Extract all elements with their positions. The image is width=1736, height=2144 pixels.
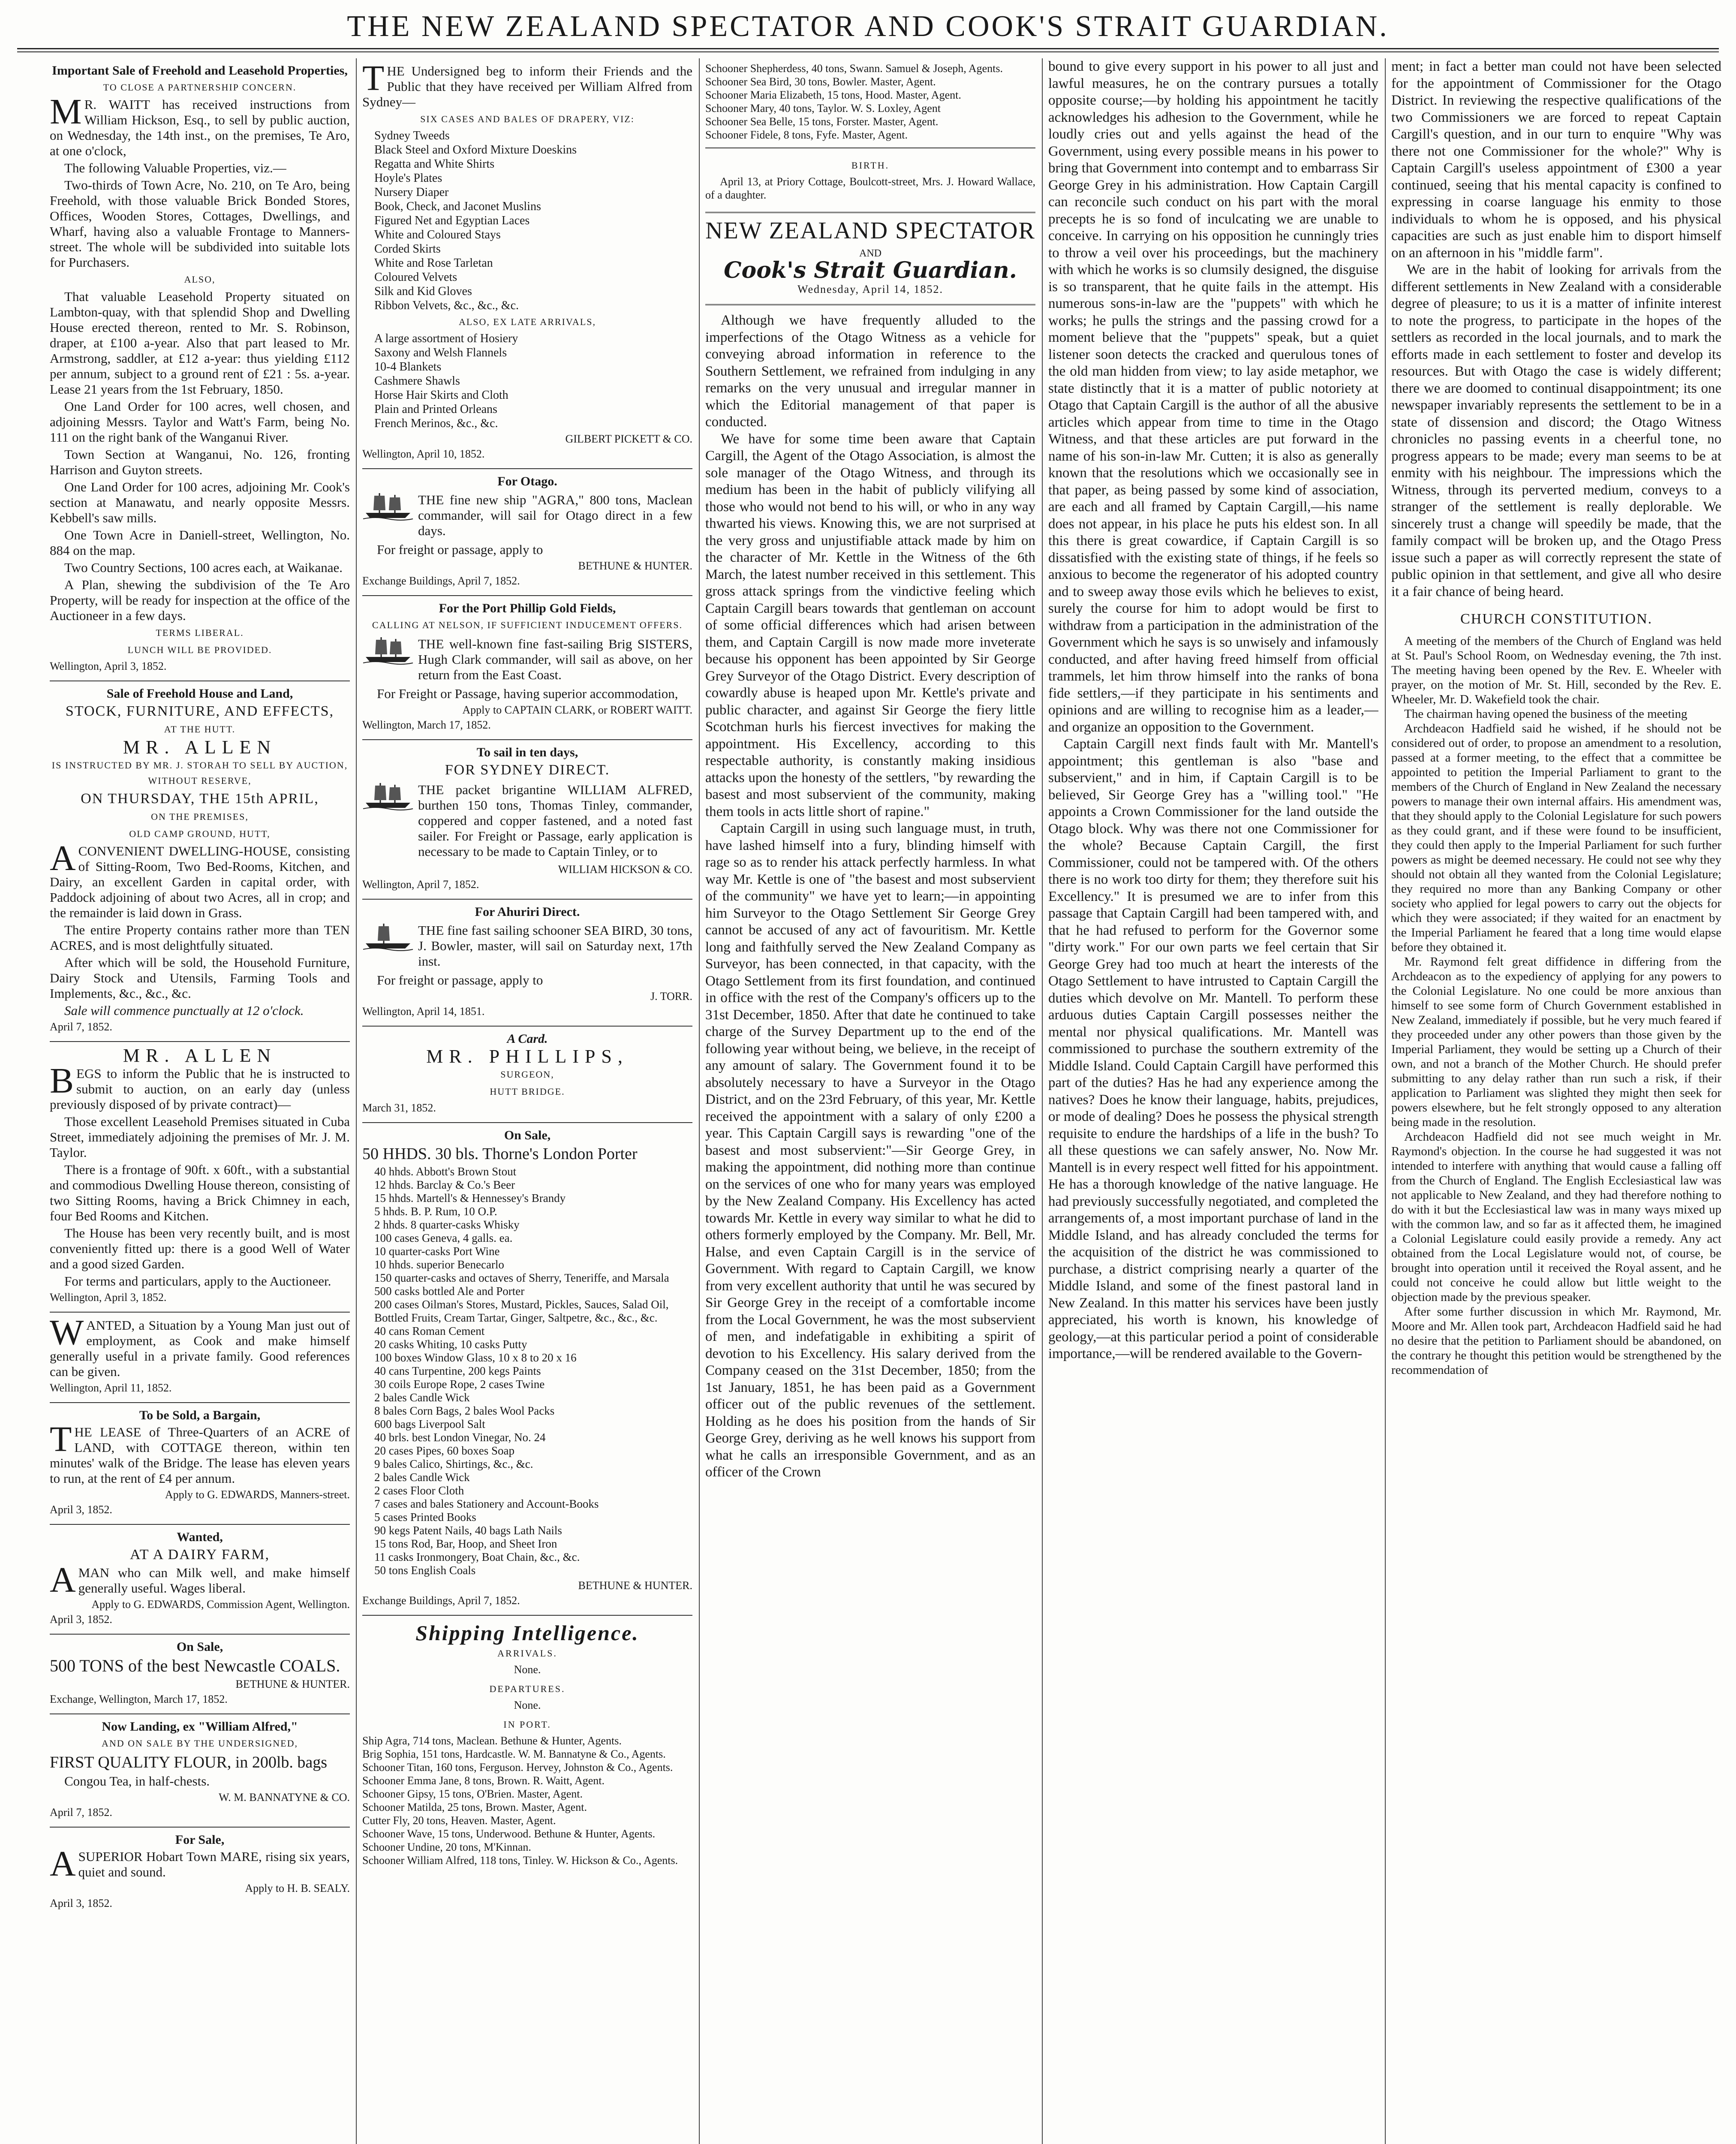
column-1: [50, 58, 350, 2144]
list-item: 40 brls. best London Vinegar, No. 24: [374, 1431, 546, 1444]
list-item: 11 casks Ironmongery, Boat Chain, &c., &c.: [374, 1551, 580, 1563]
list-item: 2 cases Floor Cloth: [374, 1484, 464, 1497]
ship-entry: Schooner Emma Jane, 8 tons, Brown. R. Waitt, Agent.: [362, 1774, 605, 1787]
list-item: 90 kegs Patent Nails, 40 bags Lath Nails: [374, 1524, 562, 1537]
article-paragraph: Archdeacon Hadfield said he wished, if he should not be considered out of order, to propose an amendment to a resolution, passed at a former meeting, to the effect that a committee be appointed to petition the Imperial Parliament to grant to the members of the Church of England in New Zealand the necessary powers to manage their own internal affairs. His amendment was, that they should apply to the Colonial Legislature for such powers as they could grant, and if these were found to be insufficient, they could then apply to the Imperial Parliament for such further powers as might be deemed necessary. He could not see why they should not obtain all they wanted from the Colonial Legislature; they required no more than any Banking Company or other society who applied for legal powers to carry out the objects for which they were associated; if they waited for an enactment by the Imperial Parliament he feared that a long time would elapse before they obtained it.: [1391, 722, 1721, 954]
ad-text: 500 TONS of the best Newcastle COALS.: [50, 1656, 340, 1675]
departures-label: DEPARTURES.: [489, 1683, 566, 1694]
list-item: Book, Check, and Jaconet Muslins: [374, 200, 541, 213]
article-paragraph: Captain Cargill next finds fault with Mr. Mantell's appointment; this gentleman is also "base and subservient," and in him, if Captain Cargill is to be believed, Sir George Grey has a "willing tool." "He appoints a Crown Commissioner for the land outside the Otago block. Why was there not one Commissioner for the whole? Because Captain Cargill, the first Commissioner, could not be tampered with. Of the others there is no work too dirty for them; they therefore suit his Excellency." It is presumed we are to infer from this passage that Captain Cargill had been tampered with, and that he had refused to perform for the Governor some "dirty work." For our own parts we feel certain that Sir George Grey had too much at heart the interests of the Otago Settlement to have intrusted to Captain Cargill the duties which devolve on Mr. Mantell. To perform these arduous duties Captain Cargill possesses neither the mental nor physical qualifications. Mr. Mantell was commissioned to purchase the southern extremity of the Middle Island. Could Captain Cargill have performed this part of the duties? Has he had any experience among the natives? Does he know their language, habits, prejudices, or mode of dealing? Does he possess the physical strength requisite to endure the hardships of a life in the bush? To all these questions we can safely answer, No. Now Mr. Mantell is in every respect well fitted for his appointment. He has a thorough knowledge of the native language. He had previously successfully negotiated, and completed the arrangements of, a most important purchase of land in the Middle Island, and has already concluded the terms for the acquisition of the district he was commissioned to purchase, a district comprising nearly a quarter of the Middle Island, and some of the finest pastoral land in New Zealand. In this matter his services have been justly appreciated, his worth is known, his knowledge of geology,—at this particular period a point of considerable importance,—will be rendered available to the Govern-: [1048, 736, 1378, 1361]
ad-when: ON THURSDAY, THE 15th APRIL,: [81, 791, 319, 807]
ad-heading: Sale of Freehold House and Land,: [106, 687, 293, 701]
auctioneer-name: MR. ALLEN: [123, 737, 277, 758]
ship-icon: [362, 491, 414, 521]
ship-entry: Ship Agra, 714 tons, Maclean. Bethune & Hunter, Agents.: [362, 1734, 622, 1747]
ad-subheading: HUTT BRIDGE.: [490, 1086, 565, 1097]
editorial-article-cont: [1048, 58, 1378, 1363]
list-item: 40 cans Turpentine, 200 kegs Paints: [374, 1364, 541, 1377]
ad-text: The House has been very recently built, and is most conveniently fitted up: there is a good Well of Water and a good sized Garden.: [50, 1226, 350, 1271]
ad-text: WANTED, a Situation by a Young Man just out of employment, as Cook and make himself generally useful in a private family. Good references can be given.: [50, 1313, 350, 1379]
article-paragraph: ment; in fact a better man could not have been selected for the appointment of Commissioner for the Otago District. In reviewing the respective qualifications of the two Commissioners we are forced to repeat Captain Cargill's question, and in our turn to enquire "Why was there not one Commissioner for the whole?" Why is Captain Cargill's useless appointment of £300 a year continued, seeing that his mental capacity is confined to expressing in coarse language his enmity to those individuals to whom he is opposed, and his physical capacities are such as just enable him to disport himself on an afternoon in his "middle farm".: [1391, 59, 1721, 261]
church-article: [1391, 634, 1721, 1377]
ad-ahuriri: [362, 900, 692, 1027]
column-divider: [1385, 58, 1386, 2144]
ad-lunch: LUNCH WILL BE PROVIDED.: [127, 644, 272, 655]
ad-heading: Wanted,: [177, 1530, 223, 1544]
goods-list: [362, 331, 692, 431]
ad-text: For freight or passage, apply to: [377, 973, 543, 988]
ship-entry: Schooner Mary, 40 tons, Taylor. W. S. Loxley, Agent: [705, 102, 941, 114]
ad-text: One Land Order for 100 acres, adjoining Mr. Cook's section at Manawatu, and nearly opposite Messrs. Kebbell's saw mills.: [50, 479, 350, 525]
list-item: 600 bags Liverpool Salt: [374, 1418, 485, 1430]
list-item: 200 cases Oilman's Stores, Mustard, Pickles, Sauces, Salad Oil, Bottled Fruits, Cream Tartar, Ginger, Saltpetre, &c., &c., &c.: [374, 1298, 669, 1324]
birth-notice: [705, 148, 1035, 208]
ad-apply: Apply to G. EDWARDS, Commission Agent, Wellington.: [91, 1598, 350, 1611]
ad-date: Wellington, April 14, 1851.: [362, 1005, 485, 1018]
ad-agent: BETHUNE & HUNTER.: [235, 1678, 350, 1690]
masthead-rule-thin: [17, 51, 1719, 52]
list-item: Silk and Kid Gloves: [374, 285, 472, 298]
list-item: 40 cans Roman Cement: [374, 1325, 485, 1337]
ship-entry: Schooner Wave, 15 tons, Underwood. Bethune & Hunter, Agents.: [362, 1828, 656, 1840]
ad-also: ALSO, EX LATE ARRIVALS,: [458, 316, 596, 327]
ad-date: Wellington, April 11, 1852.: [50, 1382, 172, 1394]
ad-apply: Apply to G. EDWARDS, Manners-street.: [165, 1488, 350, 1501]
ship-entry: Schooner Matilda, 25 tons, Brown. Master, Agent.: [362, 1801, 587, 1813]
ship-entry: Schooner Undine, 20 tons, M'Kinnan.: [362, 1841, 531, 1853]
list-item: French Merinos, &c., &c.: [374, 417, 498, 430]
ad-text: After which will be sold, the Household Furniture, Dairy Stock and Utensils, Farming Tools and Implements, &c., &c., &c.: [50, 955, 350, 1001]
list-item: 50 tons English Coals: [374, 1564, 476, 1577]
ad-text: FIRST QUALITY FLOUR, in 200lb. bags: [50, 1753, 328, 1771]
ad-text: Two-thirds of Town Acre, No. 210, on Te Aro, being Freehold, with those valuable Brick Bonded Stores, Offices, Wooden Stores, Cottages, Dwellings, and Wharf, having also a valuable Frontage to Manners-street. The whole will be subdivided into suitable lots for Purchasers.: [50, 178, 350, 270]
ad-flour: [50, 1714, 350, 1828]
article-paragraph: The chairman having opened the business of the meeting: [1404, 707, 1688, 721]
ad-text: THE well-known fine fast-sailing Brig SISTERS, Hugh Clark commander, will sail as above, on her return from the East Coast.: [418, 636, 692, 682]
list-item: Horse Hair Skirts and Cloth: [374, 388, 508, 402]
in-port-label: IN PORT.: [503, 1719, 551, 1730]
ad-heading: Now Landing, ex "William Alfred,": [102, 1719, 298, 1734]
ad-date: Wellington, March 17, 1852.: [362, 719, 491, 731]
ad-text: One Town Acre in Daniell-street, Wellington, No. 884 on the map.: [50, 527, 350, 558]
column-4: [1048, 58, 1378, 2144]
list-item: Nursery Diaper: [374, 186, 449, 199]
article-paragraph: Mr. Raymond felt great diffidence in differing from the Archdeacon as to the expediency of applying for any powers to the Colonial Legislature. No one could be more anxious than himself to see some form of Church Government established in New Zealand, immediately if possible, but he very much feared if they proceeded under any other powers than those given by the Imperial Parliament, they would be setting up a Church of their own, and not a branch of the Mother Church. He should prefer submitting to any delay rather than run such a risk, if their application to Parliament was slighted they might then seek for powers elsewhere, but he felt strongly opposed to any alteration being made in the resolution.: [1391, 955, 1721, 1129]
ad-instruction: IS INSTRUCTED BY MR. J. STORAH TO SELL BY AUCTION, WITHOUT RESERVE,: [51, 760, 348, 786]
ad-subheading: TO CLOSE A PARTNERSHIP CONCERN.: [103, 82, 297, 93]
article-paragraph: We are in the habit of looking for arrivals from the different settlements in New Zealand with a considerable degree of pleasure; to us it is a matter of infinite interest to note the progress, to participate in the hopes of the settlers as recorded in the local journals, and to mark the efforts made in each settlement to foster and develop its resources. But with Otago the case is widely different; there we are doomed to continual disappointment; its one newspaper invariably represents the settlement to be in a state of dissension and discord; the Otago Witness chronicles no passing events in a cheerful tone, no progress appears to be made; every man seems to be at enmity with his neighbour. The impressions which the Witness, through its perverted medium, conveys to a stranger of the settlement is really deplorable. We sincerely trust a change will speedily be made, that the family compact will be broken up, and the Otago Press issue such a paper as will correctly represent the state of public opinion in that settlement, and give all who desire it a fair chance of being heard.: [1391, 262, 1721, 599]
ad-date: Wellington, April 3, 1852.: [50, 1291, 167, 1304]
ad-sydney: [362, 740, 692, 900]
column-3: [705, 58, 1035, 2144]
article-paragraph: Archdeacon Hadfield did not see much weight in Mr. Raymond's objection. In the course he had suggested it was not intended to interfere with anything that would cause a falling off from the Church of England. The English Ecclesiastical law was not applicable to New Zealand, and they had therefore nothing to do with it but the Ecclesiastical law was in many ways mixed up with the common law, and so far as it affected them, he imagined a Colonial Legislature could easily provide a remedy. Any act obtained from the Local Legislature would not, of course, be brought into operation until it received the Royal assent, and he could not conceive he could allow but little weight to the objection made by the previous speaker.: [1391, 1130, 1721, 1304]
goods-list: [362, 129, 692, 313]
list-item: 10-4 Blankets: [374, 360, 442, 373]
list-item: 2 bales Candle Wick: [374, 1471, 470, 1484]
ship-entry: Brig Sophia, 151 tons, Hardcastle. W. M. Bannatyne & Co., Agents.: [362, 1748, 666, 1760]
ad-date: Wellington, April 3, 1852.: [50, 660, 167, 672]
ship-entry: Cutter Fly, 20 tons, Heaven. Master, Agent.: [362, 1814, 556, 1827]
ad-agent: BETHUNE & HUNTER.: [578, 560, 692, 572]
ship-entry: Schooner Sea Belle, 15 tons, Forster. Master, Agent.: [705, 115, 939, 128]
ad-text: AMAN who can Milk well, and make himself generally useful. Wages liberal.: [50, 1560, 350, 1600]
list-item: Plain and Printed Orleans: [374, 403, 497, 416]
ad-date: Wellington, April 10, 1852.: [362, 448, 485, 460]
ad-agent: GILBERT PICKETT & CO.: [565, 433, 692, 445]
ad-port-phillip: [362, 596, 692, 740]
departures-value: None.: [514, 1699, 541, 1711]
ad-also: ALSO,: [184, 274, 216, 285]
editorial-article-end: [1391, 58, 1721, 600]
ad-subheading: AT THE HUTT.: [164, 724, 236, 735]
ships-in-port-cont: [705, 58, 1035, 148]
ad-heading: On Sale,: [176, 1640, 223, 1654]
ad-date: Exchange Buildings, April 7, 1852.: [362, 1594, 520, 1607]
list-item: 150 quarter-casks and octaves of Sherry, Teneriffe, and Marsala: [374, 1271, 669, 1284]
column-divider: [699, 58, 700, 2144]
goods-list: [362, 1165, 692, 1577]
list-item: 20 cases Pipes, 60 boxes Soap: [374, 1444, 514, 1457]
column-divider: [1042, 58, 1043, 2144]
list-item: Black Steel and Oxford Mixture Doeskins: [374, 143, 577, 157]
ship-icon: [362, 780, 414, 810]
ad-text: For terms and particulars, apply to the Auctioneer.: [64, 1274, 331, 1289]
ad-date: Exchange, Wellington, March 17, 1852.: [50, 1693, 228, 1705]
column-5: [1391, 58, 1721, 2144]
list-item: 9 bales Calico, Shirtings, &c., &c.: [374, 1457, 533, 1470]
ad-date: March 31, 1852.: [362, 1102, 436, 1114]
list-item: 8 bales Corn Bags, 2 bales Wool Packs: [374, 1404, 555, 1417]
list-item: Hoyle's Plates: [374, 172, 442, 185]
ship-entry: Schooner Gipsy, 15 tons, O'Brien. Master, Agent.: [362, 1788, 583, 1800]
ad-agent: BETHUNE & HUNTER.: [578, 1579, 692, 1592]
list-item: 15 hhds. Martell's & Hennessey's Brandy: [374, 1192, 566, 1204]
ad-text: The entire Property contains rather more than TEN ACRES, and is most delightfully situated.: [50, 922, 350, 953]
list-item: 10 hhds. superior Benecarlo: [374, 1258, 504, 1271]
article-paragraph: Although we have frequently alluded to the imperfections of the Otago Witness as a vehicle for conveying abroad information in reference to the Southern Settlement, we refrained from indulging in any remarks on the very unusual and irregular manner in which the Editorial management of that paper is conducted.: [705, 313, 1035, 430]
ad-date: Wellington, April 7, 1852.: [362, 878, 479, 891]
ad-wanted-situation: [50, 1313, 350, 1403]
ad-allen-hutt: [50, 681, 350, 1042]
ad-text: That valuable Leasehold Property situated on Lambton-quay, with that splendid Shop and Dwelling House erected thereon, rented to Mr. S. Robinson, draper, at £100 a-year. Also that part leased to Mr. Armstrong, saddler, at £12 a-year: thus yielding £112 per annum, subject to a ground rent of £21 : 5s. a-year. Lease 21 years from the 1st February, 1850.: [50, 289, 350, 397]
ad-text: One Land Order for 100 acres, well chosen, and adjoining Messrs. Taylor and Watt's Farm, being No. 111 on the right bank of the Wanganui River.: [50, 399, 350, 445]
ad-text: Sale will commence punctually at 12 o'clock.: [64, 1003, 304, 1018]
ad-where: OLD CAMP GROUND, HUTT,: [129, 828, 271, 839]
list-item: White and Coloured Stays: [374, 228, 501, 241]
ship-entry: Schooner Titan, 160 tons, Ferguson. Hervey, Johnston & Co., Agents.: [362, 1761, 673, 1774]
ad-subheading: STOCK, FURNITURE, AND EFFECTS,: [65, 703, 334, 719]
list-item: 10 quarter-casks Port Wine: [374, 1245, 500, 1258]
ad-text: ASUPERIOR Hobart Town MARE, rising six years, quiet and sound.: [50, 1844, 350, 1884]
article-paragraph: bound to give every support in his power to all just and lawful measures, he on the contrary pursues a totally opposite course;—by holding his appointment he tacitly acknowledges his adhesion to the Government, while he loudly cries out and yells against the head of the Government, using every possible means in his power to bring that Government into contempt and to embarrass Sir George Grey in his administration. How Captain Cargill can reconcile such conduct on his part with the moral precepts he is so fond of inculcating we are unable to conceive. In carrying on his opposition he cunningly tries to throw a veil over his proceedings, but the machinery with which he works is so clumsily designed, the disguise is so transparent, that he quite fails in the attempt. His numerous sons-in-law are the "puppets" with which he works; he pulls the strings and the passing crowd for a moment believe that the "puppets" speak, but a quiet listener soon detects the cracked and querulous tones of the old man hidden from view; to lay aside metaphor, we state distinctly that it is a matter of public notoriety at Otago that Captain Cargill is the author of all the abusive articles which appear from time to time in the Otago Witness, and that these articles are put forward in the name of his son-in-law Mr. Cutten; it is also as generally known that the resolutions which we occasionally see in that paper, as being passed by some kind of association, are each and all framed by Captain Cargill,—his name does not appear, in his place he puts his eldest son. In all this there is great cowardice, if Captain Cargill is so dissatisfied with the existing state of things, if he feels so anxious to become the regenerator of his adopted country and to sweep away those evils which he believes to exist, surely the course for him to adopt would be first to withdraw from a participation in the administration of the Government which he says is so unwisely and infamously conducted, and after having freed himself from official trammels, let him throw himself into the ranks of bona fide settlers,—if they participate in his sentiments and opinions and are willing to recognise him as a leader,—and organize an opposition to the Government.: [1048, 59, 1378, 735]
masthead-rule: [17, 48, 1719, 49]
ad-text: THE packet brigantine WILLIAM ALFRED, burthen 150 tons, Thomas Tinley, commander, coppered and copper fastened, and a noted fast sailer. For Freight or Passage, early application is necessary to be made to Captain Tinley, or to: [418, 782, 692, 859]
ad-date: Exchange Buildings, April 7, 1852.: [362, 575, 520, 587]
list-item: Coloured Velvets: [374, 271, 457, 284]
ad-subheading: FOR SYDNEY DIRECT.: [445, 762, 610, 778]
article-paragraph: After some further discussion in which Mr. Raymond, Mr. Moore and Mr. Allen took part, Archdeacon Hadfield said he had no desire that the petition to Parliament should be abandoned, on the contrary he thought this petition would be strengthened by the recommendation of: [1391, 1305, 1721, 1377]
arrivals-value: None.: [514, 1663, 541, 1676]
birth-heading: BIRTH.: [851, 160, 890, 171]
ad-freehold-sale: [50, 58, 350, 681]
article-paragraph: We have for some time been aware that Captain Cargill, the Agent of the Otago Association, is almost the sole manager of the Otago Witness, and through its medium has been in the habit of publicly vilifying all those who would not bend to his will, or who in any way thwarted his views. Knowing this, we are not surprised at the very gross and unjustifiable attack made by him on the character of Mr. Kettle in the Witness of the 6th March, the latest number received in this settlement. This gross attack springs from the vindictive feeling which Captain Cargill bears towards that gentleman on account of some official differences which had arisen between them, and Captain Cargill is now made more inveterate because his opponent has been appointed by Sir George Grey Surveyor of the Otago District. Every description of cowardly abuse is heaped upon Mr. Kettle's private and public character, and against Sir George the fiery little Scotchman hurls his fiercest invectives for making the appointment. His Excellency, according to this respectable authority, is constantly making insidious attacks upon the honesty of the settlers, "by rewarding the basest and most subservient of the community, making them tools in acts little short of rapine.": [705, 431, 1035, 819]
list-item: Cashmere Shawls: [374, 374, 460, 388]
list-item: 100 boxes Window Glass, 10 x 8 to 20 x 16: [374, 1351, 577, 1364]
list-item: Saxony and Welsh Flannels: [374, 346, 507, 359]
ad-allen-leasehold: [50, 1042, 350, 1313]
list-item: 30 coils Europe Rope, 2 cases Twine: [374, 1378, 545, 1391]
ad-date: April 3, 1852.: [50, 1503, 112, 1516]
ad-text: Congou Tea, in half-chests.: [64, 1774, 210, 1789]
editorial-masthead: [705, 212, 1035, 305]
ad-heading: For Ahuriri Direct.: [475, 905, 580, 919]
ad-terms: TERMS LIBERAL.: [156, 627, 244, 638]
ad-date: April 7, 1852.: [50, 1806, 112, 1819]
ad-text: There is a frontage of 90ft. x 60ft., with a substantial and commodious Dwelling House thereon, consisting of two Sitting Rooms, having a Brick Chimney in each, four Bed Rooms and Kitchen.: [50, 1162, 350, 1223]
ad-subheading: AND ON SALE BY THE UNDERSIGNED,: [102, 1738, 298, 1749]
ad-date: April 3, 1852.: [50, 1613, 112, 1626]
ad-heading: To sail in ten days,: [476, 745, 578, 759]
ad-text: THE Undersigned beg to inform their Friends and the Public that they have received per William Alfred from Sydney—: [362, 58, 692, 109]
birth-text: April 13, at Priory Cottage, Boulcott-street, Mrs. J. Howard Wallace, of a daughter.: [705, 175, 1035, 201]
ad-subheading: SURGEON,: [500, 1069, 554, 1080]
ad-text: A Plan, shewing the subdivision of the Te Aro Property, will be ready for inspection at the office of the Auctioneer in a few days.: [50, 577, 350, 623]
editorial-subtitle: Cook's Strait Guardian.: [724, 257, 1017, 283]
list-item: 5 hhds. B. P. Rum, 10 O.P.: [374, 1205, 497, 1218]
ad-heading: Important Sale of Freehold and Leasehold Properties,: [52, 63, 348, 78]
list-item: 2 bales Candle Wick: [374, 1391, 470, 1404]
ad-card-phillips: [362, 1027, 692, 1123]
list-item: 20 casks Whiting, 10 casks Putty: [374, 1338, 527, 1351]
ad-heading: On Sale,: [504, 1128, 551, 1142]
ad-subheading: AT A DAIRY FARM,: [129, 1547, 270, 1563]
editorial-date: Wednesday, April 14, 1852.: [797, 283, 943, 295]
list-item: A large assortment of Hosiery: [374, 332, 518, 345]
ad-otago-ship: [362, 469, 692, 596]
list-item: 40 hhds. Abbott's Brown Stout: [374, 1165, 517, 1178]
list-item: Ribbon Velvets, &c., &c., &c.: [374, 299, 519, 312]
ad-agent: J. TORR.: [650, 990, 692, 1003]
list-item: 12 hhds. Barclay & Co.'s Beer: [374, 1178, 515, 1191]
list-item: Figured Net and Egyptian Laces: [374, 214, 530, 227]
article-paragraph: Captain Cargill in using such language must, in truth, have lashed himself into a fury, blinding himself with rage so as to render his attack perfectly harmless. In what way Mr. Kettle is one of "the basest and most subservient of the community" we have yet to learn;—in appointing him Surveyor to the Otago Settlement Sir George Grey cannot be accused of any act of favouritism. Mr. Kettle long and faithfully served the New Zealand Company as Surveyor, has been connected, in that capacity, with the Otago Settlement from its first foundation, and continued in office with the rest of the Company's officers up to the 31st December, 1850. After that date he continued to take charge of the Survey Department up to the end of the following year without being, we believe, in the receipt of any amount of salary. The Government found it to be absolutely necessary to have a Surveyor in the Otago District, and on the 23rd February, of this year, Mr. Kettle received the appointment with a salary of only £200 a year. This Captain Cargill says is rewarding "one of the basest and most subservient:"—Sir George Grey, in making the appointment, did nothing more than continue on the services of one who for many years was employed by the New Zealand Company. His Excellency has acted towards Mr. Kettle in every way similar to what he did to others formerly employed by the Company. Mr. Bell, Mr. Halse, and even Captain Cargill is in the service of Government. With regard to Captain Cargill, we know from very excellent authority that until he was secured by Sir George Grey in the receipt of a comfortable income from the Local Government, he was the most subservient of men, and indefatigable in exhibiting a spirit of devotion to his Excellency. His salary derived from the Company ceased on the 31st December, 1850; from the 1st January, 1851, he has been paid as a Government officer out of the public revenues of the settlement. Holding as he does his position from the hands of Sir George Grey, deriving as he well knows his support from what he calls an irresponsible Government, and as an officer of the Crown: [705, 821, 1035, 1480]
editorial-article: [705, 312, 1035, 1481]
church-headline: CHURCH CONSTITUTION.: [1460, 611, 1652, 627]
ship-entry: Schooner Sea Bird, 30 tons, Bowler. Master, Agent.: [705, 75, 936, 88]
ad-heading: A Card.: [507, 1032, 548, 1046]
ad-text: For Freight or Passage, having superior accommodation,: [377, 686, 678, 701]
editorial-and: AND: [859, 248, 882, 259]
ad-text: Those excellent Leasehold Premises situated in Cuba Street, immediately adjoining the premises of Mr. J. M. Taylor.: [50, 1114, 350, 1160]
list-item: 500 casks bottled Ale and Porter: [374, 1285, 525, 1298]
ad-subheading: SIX CASES AND BALES OF DRAPERY, VIZ:: [420, 114, 635, 124]
list-item: White and Rose Tarletan: [374, 256, 493, 270]
ship-entry: Schooner Maria Elizabeth, 15 tons, Hood. Master, Agent.: [705, 89, 961, 101]
arrivals-label: ARRIVALS.: [497, 1648, 557, 1659]
article-paragraph: A meeting of the members of the Church of England was held at St. Paul's School Room, on Wednesday evening, the 7th inst. The meeting having been opened by the Rev. E. Wheeler with prayer, on the motion of Mr. St. Hill, seconded by the Rev. E. Wheeler, Mr. D. Wakefield took the chair.: [1391, 634, 1721, 706]
ad-on-sale-liquor: [362, 1123, 692, 1616]
ad-text: THE fine new ship "AGRA," 800 tons, Maclean commander, will sail for Otago direct in a few days.: [418, 492, 692, 538]
ship-entry: Schooner Fidele, 8 tons, Fyfe. Master, Agent.: [705, 129, 908, 141]
ad-dairy-farm: [50, 1525, 350, 1635]
list-item: 7 cases and bales Stationery and Account-Books: [374, 1497, 599, 1510]
ship-entry: Schooner William Alfred, 118 tons, Tinley. W. Hickson & Co., Agents.: [362, 1854, 678, 1867]
ad-agent: W. M. BANNATYNE & CO.: [219, 1791, 350, 1804]
list-item: 100 cases Geneva, 4 galls. ea.: [374, 1232, 513, 1244]
column-2: [362, 58, 692, 2144]
ad-text: The following Valuable Properties, viz.—: [64, 160, 286, 175]
list-item: 5 cases Printed Books: [374, 1511, 476, 1524]
ad-lease-bargain: [50, 1403, 350, 1525]
surgeon-name: MR. PHILLIPS,: [426, 1046, 629, 1067]
list-item: Corded Skirts: [374, 242, 441, 256]
ad-apply: Apply to H. B. SEALY.: [245, 1882, 350, 1894]
auctioneer-name: MR. ALLEN: [123, 1045, 277, 1066]
ad-heading: For Otago.: [497, 474, 557, 488]
ad-coals: [50, 1635, 350, 1714]
ship-icon: [362, 635, 414, 665]
list-item: Sydney Tweeds: [374, 129, 450, 142]
ad-text: BEGS to inform the Public that he is instructed to submit to auction, on an early day (unless previously disposed of by private contract)—: [50, 1061, 350, 1112]
list-item: Regatta and White Shirts: [374, 157, 495, 171]
ad-heading: To be Sold, a Bargain,: [139, 1408, 261, 1422]
ad-text: ACONVENIENT DWELLING-HOUSE, consisting of Sitting-Room, Two Bed-Rooms, Kitchen, and Dairy, an excellent Garden in capital order, with Paddock adjoining of about two Acres, all in crop; and the remainder is laid down in Grass.: [50, 838, 350, 920]
ad-subheading: CALLING AT NELSON, IF SUFFICIENT INDUCEMENT OFFERS.: [372, 620, 683, 630]
ad-drapery: [362, 58, 692, 469]
list-item: 2 hhds. 8 quarter-casks Whisky: [374, 1218, 520, 1231]
column-divider: [356, 58, 357, 2144]
shipping-title: Shipping Intelligence.: [415, 1621, 639, 1645]
ad-date: April 3, 1852.: [50, 1897, 112, 1909]
masthead: [0, 0, 1736, 51]
editorial-title: NEW ZEALAND SPECTATOR: [705, 217, 1035, 244]
ad-text: 50 HHDS. 30 bls. Thorne's London Porter: [362, 1145, 638, 1163]
ad-text: THE LEASE of Three-Quarters of an ACRE of LAND, with COTTAGE thereon, within ten minutes' walk of the Bridge. The lease has eleven years to run, at the rent of £4 per annum.: [50, 1419, 350, 1486]
ad-text: MR. WAITT has received instructions from William Hickson, Esq., to sell by public auction, on Wednesday, the 14th inst., on the premises, Te Aro, at one o'clock,: [50, 92, 350, 158]
ad-date: April 7, 1852.: [50, 1021, 112, 1033]
list-item: 15 tons Rod, Bar, Hoop, and Sheet Iron: [374, 1537, 557, 1550]
ad-apply: Apply to CAPTAIN CLARK, or ROBERT WAITT.: [462, 704, 692, 716]
ad-text: For freight or passage, apply to: [377, 542, 543, 557]
ad-agent: WILLIAM HICKSON & CO.: [558, 863, 692, 876]
ad-heading: For Sale,: [175, 1833, 225, 1847]
ad-text: Two Country Sections, 100 acres each, at Waikanae.: [64, 560, 343, 575]
ad-text: Town Section at Wanganui, No. 126, fronting Harrison and Guyton streets.: [50, 447, 350, 477]
ad-heading: For the Port Phillip Gold Fields,: [439, 601, 616, 615]
shipping-intelligence: [362, 1616, 692, 1873]
ad-where: ON THE PREMISES,: [151, 811, 249, 822]
ship-icon: [362, 921, 414, 951]
ship-entry: Schooner Shepherdess, 40 tons, Swann. Samuel & Joseph, Agents.: [705, 62, 1003, 75]
newspaper-title: THE NEW ZEALAND SPECTATOR AND COOK'S STRAIT GUARDIAN.: [347, 10, 1389, 43]
ad-text: THE fine fast sailing schooner SEA BIRD, 30 tons, J. Bowler, master, will sail on Saturday next, 17th inst.: [418, 923, 692, 969]
ad-mare: [50, 1828, 350, 1918]
